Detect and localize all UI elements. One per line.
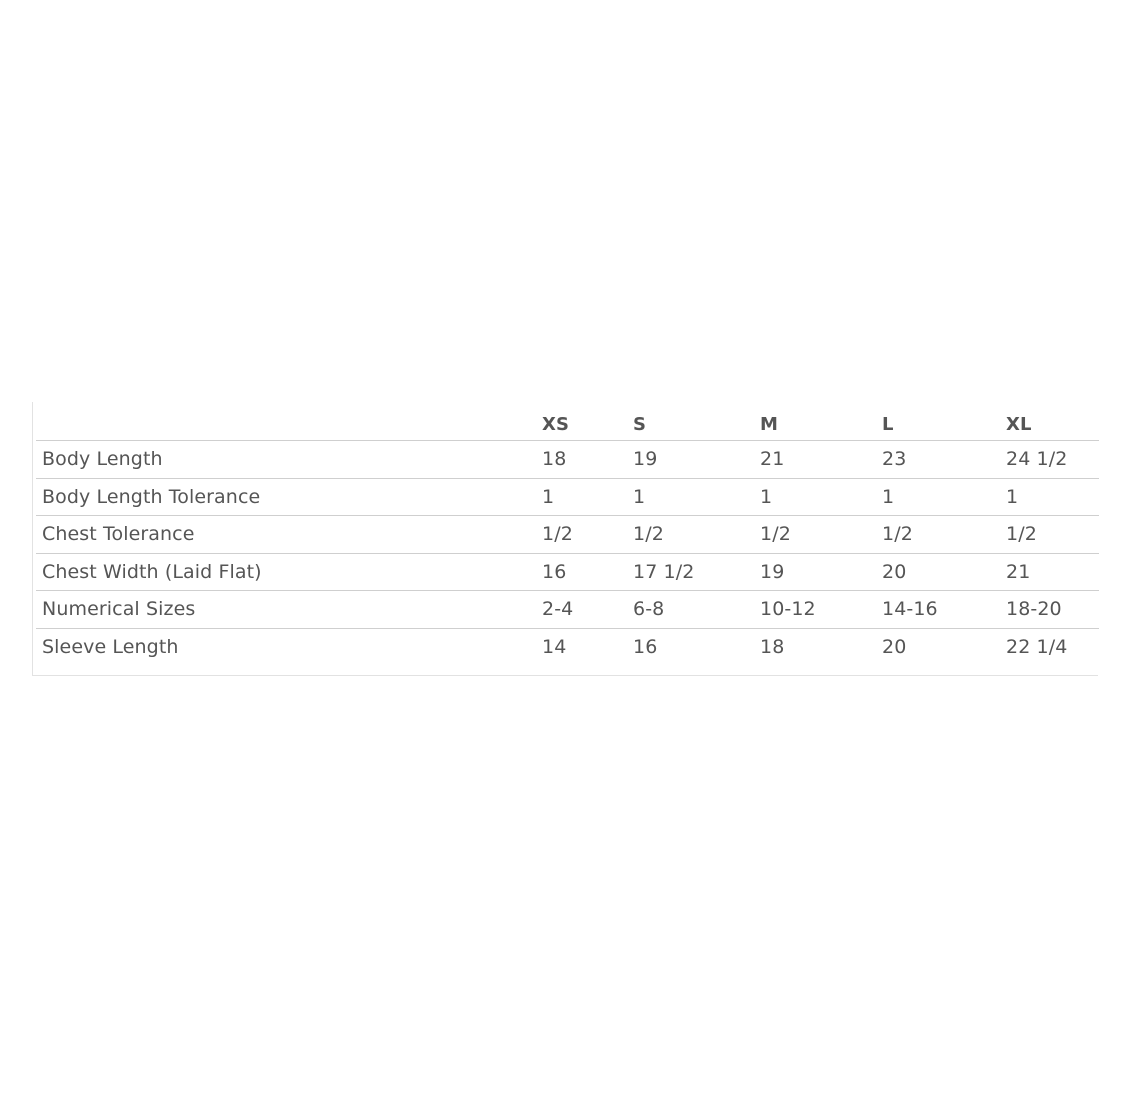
table-cell: 1/2: [536, 516, 627, 554]
table-cell: 16: [536, 553, 627, 591]
table-cell: 6-8: [627, 591, 754, 629]
row-label: Sleeve Length: [42, 635, 179, 658]
size-chart-table: [32, 402, 1098, 676]
table-cell: 24 1/2: [1000, 441, 1099, 479]
table-row: [36, 591, 1099, 629]
table-cell: 19: [627, 441, 754, 479]
table-cell: 1/2: [754, 516, 876, 554]
table-cell: 23: [876, 441, 1000, 479]
table-row: [36, 478, 1099, 516]
row-label: Chest Width (Laid Flat): [36, 553, 536, 591]
table-row: [36, 441, 1099, 479]
header-cell-m: M: [754, 408, 876, 441]
table-cell: 18-20: [1000, 591, 1099, 629]
row-label: Body Length Tolerance: [36, 478, 536, 516]
table-cell: 1/2: [627, 516, 754, 554]
row-label: Chest Tolerance: [36, 516, 536, 554]
table-cell: 17 1/2: [627, 553, 754, 591]
size-table: [36, 408, 1099, 665]
table-cell: 21: [1000, 553, 1099, 591]
table-cell: 20: [876, 553, 1000, 591]
table-cell: 16: [633, 635, 658, 658]
table-cell: 10-12: [754, 591, 876, 629]
header-cell-xl: XL: [1000, 408, 1099, 441]
table-cell: 18: [536, 441, 627, 479]
table-cell: 20: [882, 635, 907, 658]
table-cell: 18: [760, 635, 785, 658]
row-label: Numerical Sizes: [36, 591, 536, 629]
header-cell-xs: XS: [536, 408, 627, 441]
table-cell: 1: [754, 478, 876, 516]
table-cell: 1: [627, 478, 754, 516]
row-label: Body Length: [36, 441, 536, 479]
header-cell-s: S: [627, 408, 754, 441]
table-cell: 1: [1000, 478, 1099, 516]
table-cell: 1: [536, 478, 627, 516]
table-row: [36, 553, 1099, 591]
header-row: [36, 408, 1099, 441]
table-cell: 21: [754, 441, 876, 479]
table-cell: 1: [876, 478, 1000, 516]
table-cell: 2-4: [536, 591, 627, 629]
table-cell: 19: [754, 553, 876, 591]
table-cell: 14-16: [876, 591, 1000, 629]
header-cell-label: [36, 408, 536, 441]
table-cell: 1/2: [876, 516, 1000, 554]
header-cell-l: L: [876, 408, 1000, 441]
table-row: [36, 628, 1099, 665]
table-row: [36, 516, 1099, 554]
table-cell: 14: [542, 635, 567, 658]
table-cell: 22 1/4: [1006, 635, 1068, 658]
table-cell: 1/2: [1000, 516, 1099, 554]
